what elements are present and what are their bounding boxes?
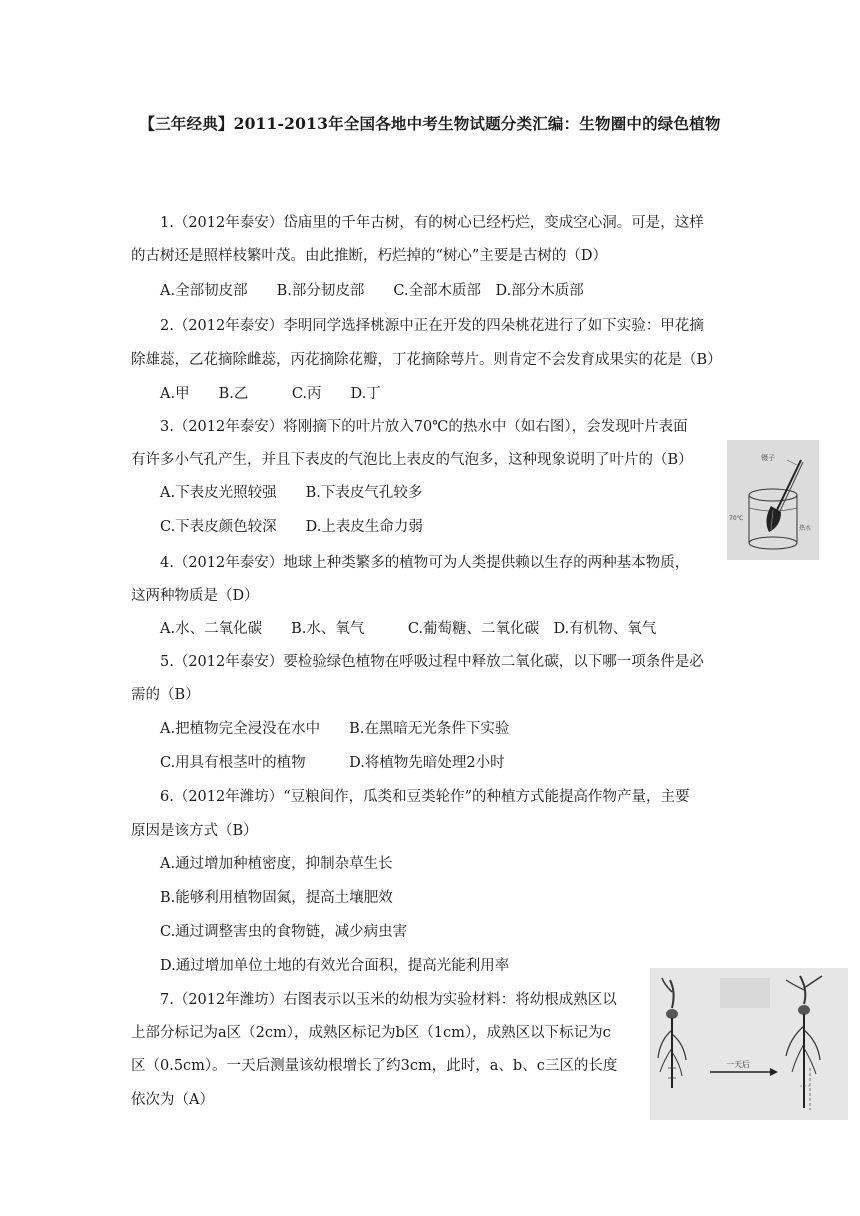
q7-line2: 上部分标记为a区（2cm），成熟区标记为b区（1cm），成熟区以下标记为c xyxy=(131,1025,611,1041)
beaker-leaf-illustration xyxy=(727,440,819,560)
beaker-leaf-figure xyxy=(727,440,819,560)
q3-options-ab: A.下表皮光照较强 B.下表皮气孔较多 xyxy=(160,485,423,501)
q7-line1: 7.（2012年潍坊）右图表示以玉米的幼根为实验材料：将幼根成熟区以 xyxy=(160,992,617,1008)
document-title: 【三年经典】2011-2013年全国各地中考生物试题分类汇编：生物圈中的绿色植物 xyxy=(139,114,721,133)
q4-line2: 这两种物质是（D） xyxy=(131,588,259,604)
q6-option-d: D.通过增加单位土地的有效光合面积，提高光能利用率 xyxy=(160,958,510,974)
corn-root-figure xyxy=(650,968,848,1120)
q4-line1: 4.（2012年泰安）地球上种类繁多的植物可为人类提供赖以生存的两种基本物质， xyxy=(160,555,690,571)
corn-root-illustration xyxy=(650,968,848,1120)
q6-line1: 6.（2012年潍坊）“豆粮间作，瓜类和豆类轮作”的种植方式能提高作物产量，主要 xyxy=(160,789,690,805)
q7-line4: 依次为（A） xyxy=(131,1092,214,1108)
q2-line1: 2.（2012年泰安）李明同学选择桃源中正在开发的四朵桃花进行了如下实验：甲花摘 xyxy=(160,318,704,334)
q1-line2: 的古树还是照样枝繁叶茂。由此推断，朽烂掉的“树心”主要是古树的（D） xyxy=(131,248,607,264)
q4-options: A.水、二氧化碳 B.水、氧气 C.葡萄糖、二氧化碳 D.有机物、氧气 xyxy=(160,621,657,637)
label-temperature: 70℃ xyxy=(729,515,744,522)
q6-option-c: C.通过调整害虫的食物链，减少病虫害 xyxy=(160,924,408,940)
q1-options: A.全部韧皮部 B.部分韧皮部 C.全部木质部 D.部分木质部 xyxy=(160,283,584,299)
q5-line1: 5.（2012年泰安）要检验绿色植物在呼吸过程中释放二氧化碳，以下哪一项条件是必 xyxy=(160,654,704,670)
q6-option-b: B.能够利用植物固氮，提高土壤肥效 xyxy=(160,890,393,906)
q5-options-ab: A.把植物完全浸没在水中 B.在黑暗无光条件下实验 xyxy=(160,721,510,737)
q1-line1: 1.（2012年泰安）岱庙里的千年古树，有的树心已经朽烂，变成空心洞。可是，这样 xyxy=(160,215,704,231)
q5-options-cd: C.用具有根茎叶的植物 D.将植物先暗处理2小时 xyxy=(160,755,505,771)
q6-line2: 原因是该方式（B） xyxy=(131,823,258,839)
label-hot-water: 热水 xyxy=(799,525,812,532)
q6-option-a: A.通过增加种植密度，抑制杂草生长 xyxy=(160,856,393,872)
label-one-day-later: 一天后 xyxy=(726,1060,750,1069)
q3-line1: 3.（2012年泰安）将刚摘下的叶片放入70℃的热水中（如右图），会发现叶片表面 xyxy=(160,419,688,435)
q7-line3: 区（0.5cm）。一天后测量该幼根增长了约3cm，此时，a、b、c三区的长度 xyxy=(131,1058,618,1074)
q5-line2: 需的（B） xyxy=(131,687,200,703)
label-tweezers: 镊子 xyxy=(761,454,775,462)
q3-options-cd: C.下表皮颜色较深 D.上表皮生命力弱 xyxy=(160,519,423,535)
q2-line2: 除雄蕊，乙花摘除雌蕊，丙花摘除花瓣，丁花摘除萼片。则肯定不会发育成果实的花是（B） xyxy=(131,352,722,368)
q2-options: A.甲 B.乙 C.丙 D.丁 xyxy=(160,386,381,402)
q3-line2: 有许多小气孔产生，并且下表皮的气泡比上表皮的气泡多，这种现象说明了叶片的（B） xyxy=(131,452,693,468)
